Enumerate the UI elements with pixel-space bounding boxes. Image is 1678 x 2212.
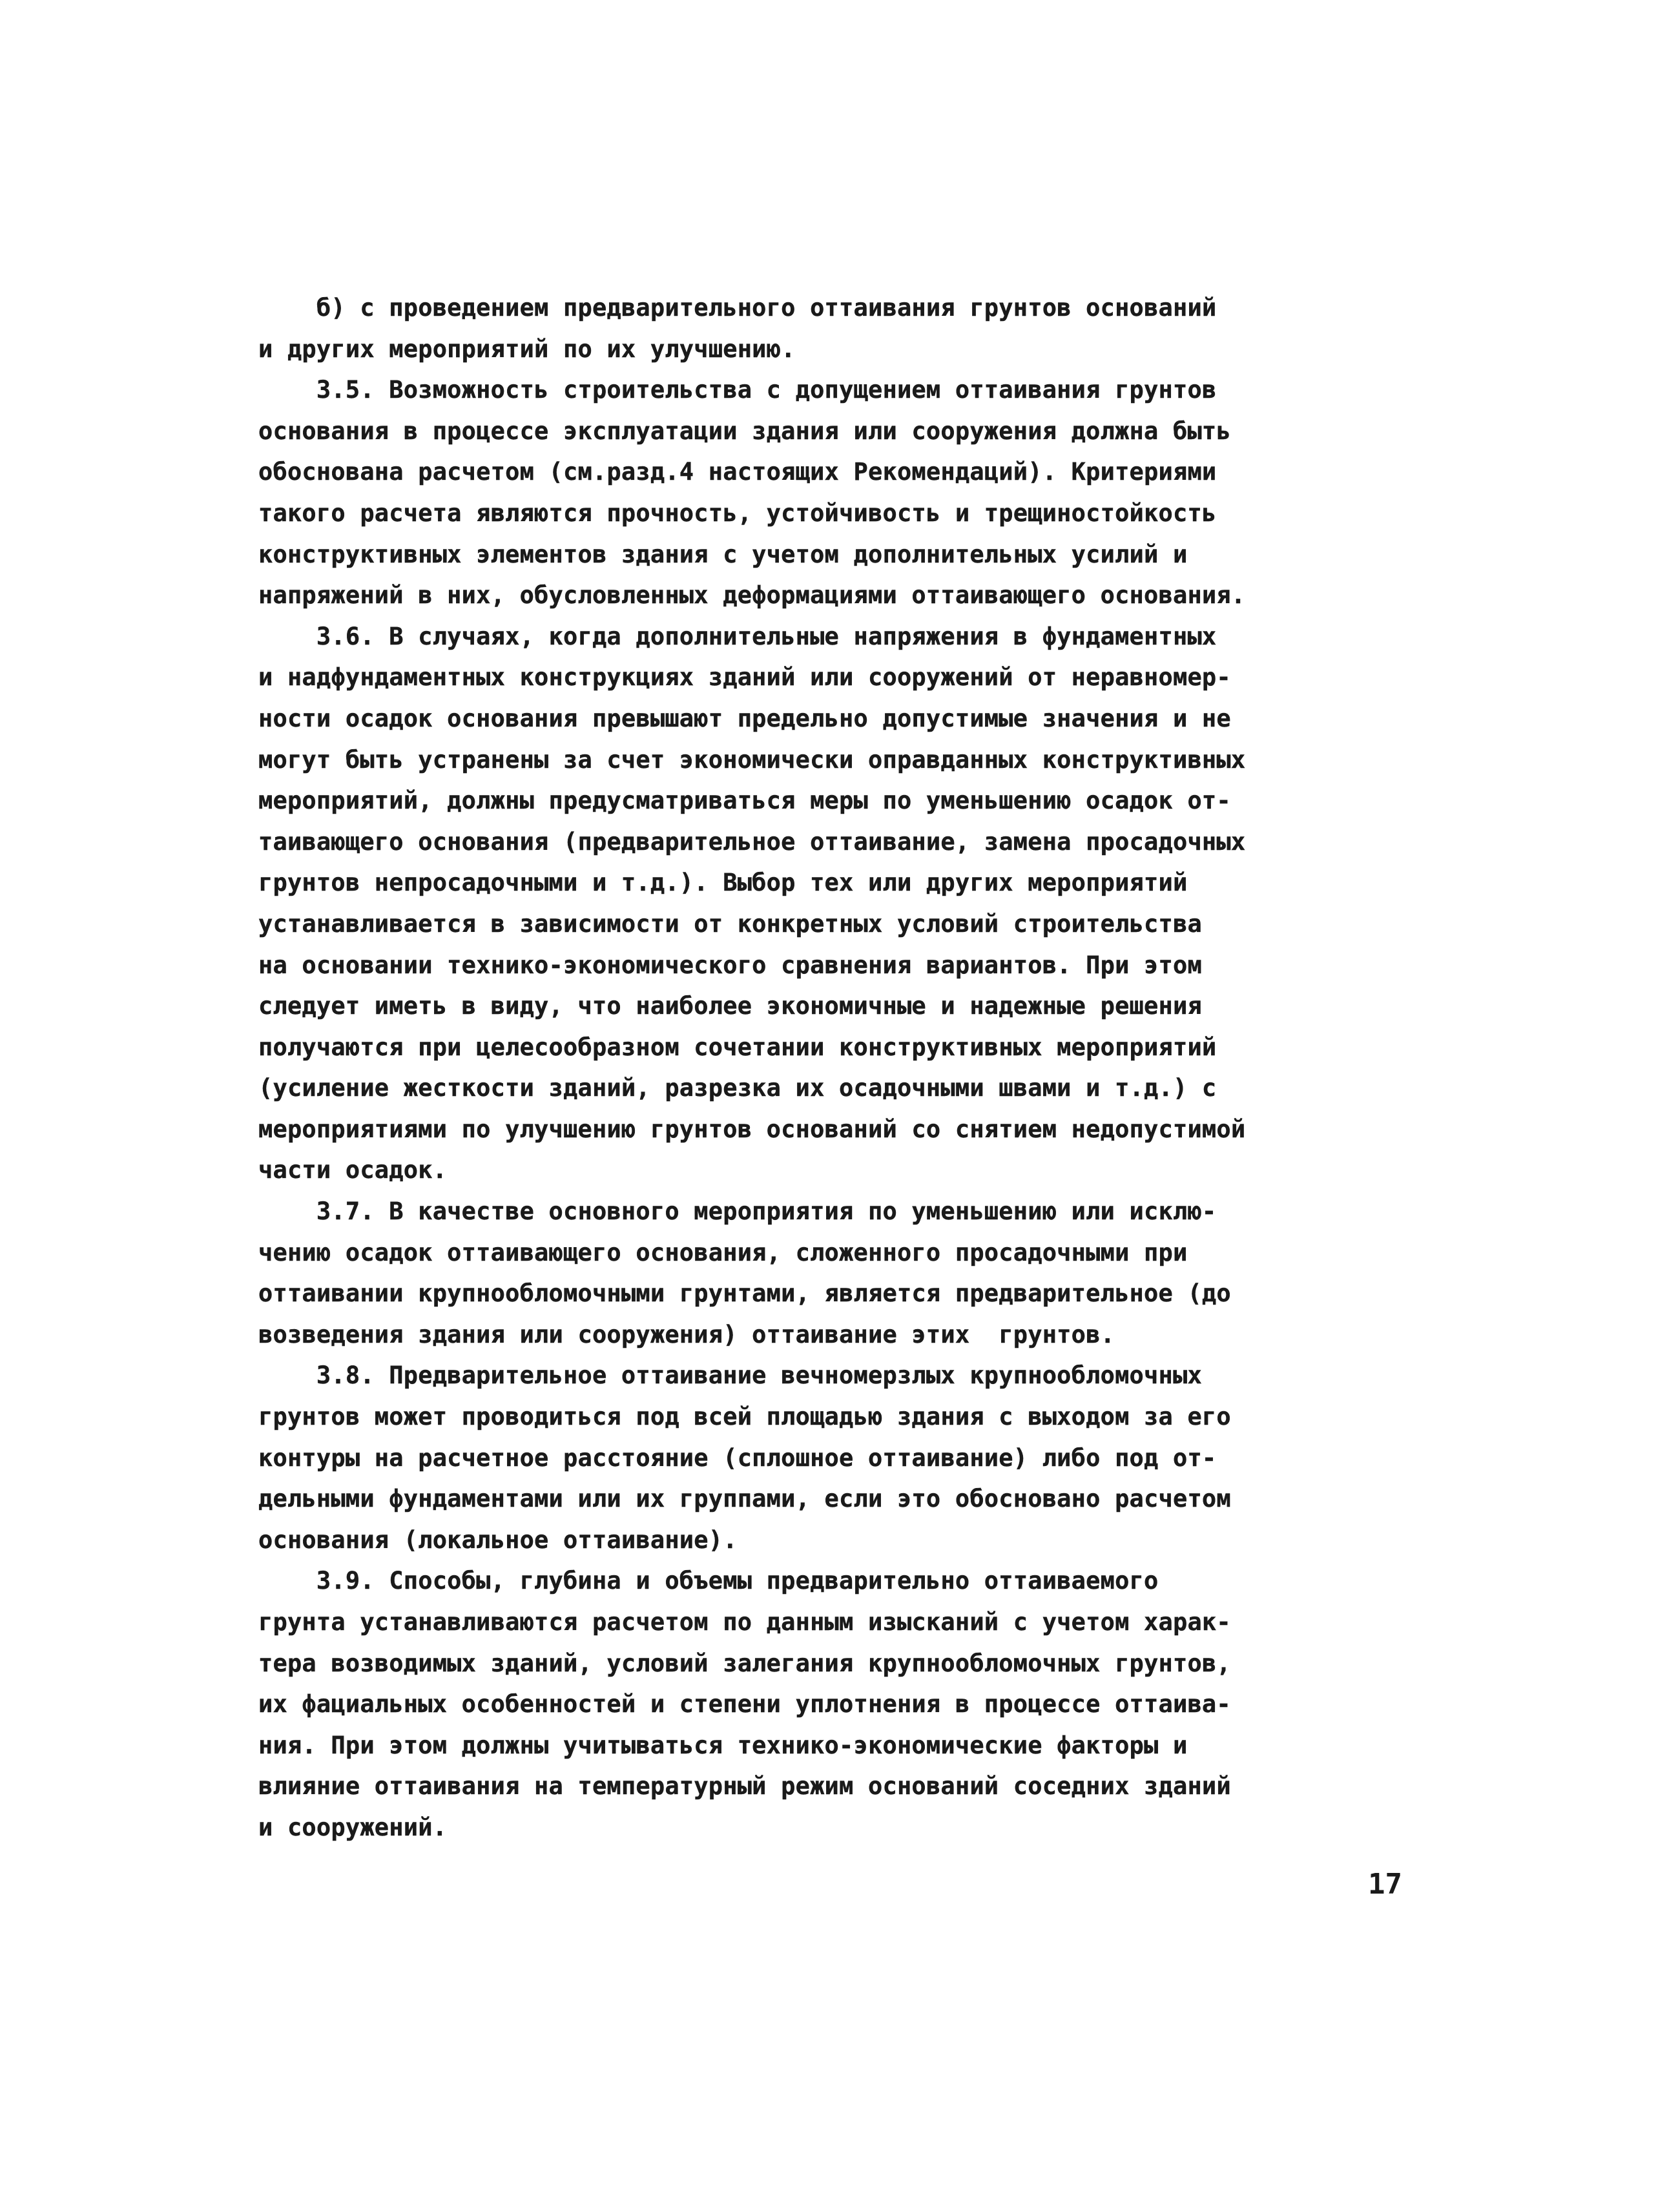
- text-line: напряжений в них, обусловленных деформациями оттаивающего основания.: [258, 581, 1246, 610]
- text-line: контуры на расчетное расстояние (сплошное оттаивание) либо под от-: [258, 1443, 1217, 1472]
- text-line: 3.8. Предварительное оттаивание вечномерзлых крупнообломочных: [258, 1361, 1202, 1390]
- text-line: грунтов может проводиться под всей площадью здания с выходом за его: [258, 1403, 1231, 1431]
- text-line: основания (локальное оттаивание).: [258, 1525, 738, 1554]
- text-line: 3.5. Возможность строительства с допущением оттаивания грунтов: [258, 376, 1217, 404]
- page-number: 17: [1368, 1868, 1402, 1901]
- text-line: мероприятиями по улучшению грунтов оснований со снятием недопустимой: [258, 1115, 1246, 1143]
- text-line: оттаивании крупнообломочными грунтами, является предварительное (до: [258, 1279, 1231, 1308]
- text-line: и других мероприятий по их улучшению.: [258, 335, 796, 363]
- text-line: ния. При этом должны учитываться технико-экономические факторы и: [258, 1731, 1188, 1759]
- text-line: 3.9. Способы, глубина и объемы предварительно оттаиваемого: [258, 1567, 1159, 1595]
- text-line: конструктивных элементов здания с учетом дополнительных усилий и: [258, 540, 1188, 568]
- text-line: и сооружений.: [258, 1813, 448, 1841]
- text-line: грунта устанавливаются расчетом по данным изысканий с учетом харак-: [258, 1608, 1231, 1636]
- text-line: 3.7. В качестве основного мероприятия по уменьшению или исклю-: [258, 1197, 1217, 1226]
- text-line: чению осадок оттаивающего основания, сложенного просадочными при: [258, 1238, 1188, 1266]
- body-text: [258, 287, 1421, 1848]
- text-line: таивающего основания (предварительное оттаивание, замена просадочных: [258, 827, 1246, 856]
- text-line: (усиление жесткости зданий, разрезка их осадочными швами и т.д.) с: [258, 1074, 1217, 1102]
- text-line: и надфундаментных конструкциях зданий или сооружений от неравномер-: [258, 663, 1231, 692]
- text-line: ности осадок основания превышают предельно допустимые значения и не: [258, 704, 1231, 732]
- text-line: мероприятий, должны предусматриваться меры по уменьшению осадок от-: [258, 787, 1231, 815]
- text-line: возведения здания или сооружения) оттаивание этих грунтов.: [258, 1320, 1115, 1349]
- text-line: грунтов непросадочными и т.д.). Выбор тех или других мероприятий: [258, 869, 1188, 897]
- text-line: следует иметь в виду, что наиболее экономичные и надежные решения: [258, 992, 1202, 1020]
- text-line: могут быть устранены за счет экономически оправданных конструктивных: [258, 745, 1246, 774]
- text-line: получаются при целесообразном сочетании конструктивных мероприятий: [258, 1033, 1217, 1061]
- text-line: такого расчета являются прочность, устойчивость и трещиностойкость: [258, 499, 1217, 527]
- text-line: тера возводимых зданий, условий залегания крупнообломочных грунтов,: [258, 1649, 1231, 1677]
- text-line: основания в процессе эксплуатации здания или сооружения должна быть: [258, 417, 1231, 445]
- text-line: влияние оттаивания на температурный режим оснований соседних зданий: [258, 1772, 1231, 1801]
- text-line: устанавливается в зависимости от конкретных условий строительства: [258, 909, 1202, 938]
- text-line: дельными фундаментами или их группами, если это обосновано расчетом: [258, 1485, 1231, 1513]
- text-line: 3.6. В случаях, когда дополнительные напряжения в фундаментных: [258, 622, 1217, 650]
- text-line: на основании технико-экономического сравнения вариантов. При этом: [258, 951, 1202, 979]
- text-line: части осадок.: [258, 1156, 448, 1184]
- text-line: б) с проведением предварительного оттаивания грунтов оснований: [258, 294, 1217, 322]
- text-line: их фациальных особенностей и степени уплотнения в процессе оттаива-: [258, 1690, 1231, 1719]
- text-line: обоснована расчетом (см.разд.4 настоящих Рекомендаций). Критериями: [258, 458, 1217, 486]
